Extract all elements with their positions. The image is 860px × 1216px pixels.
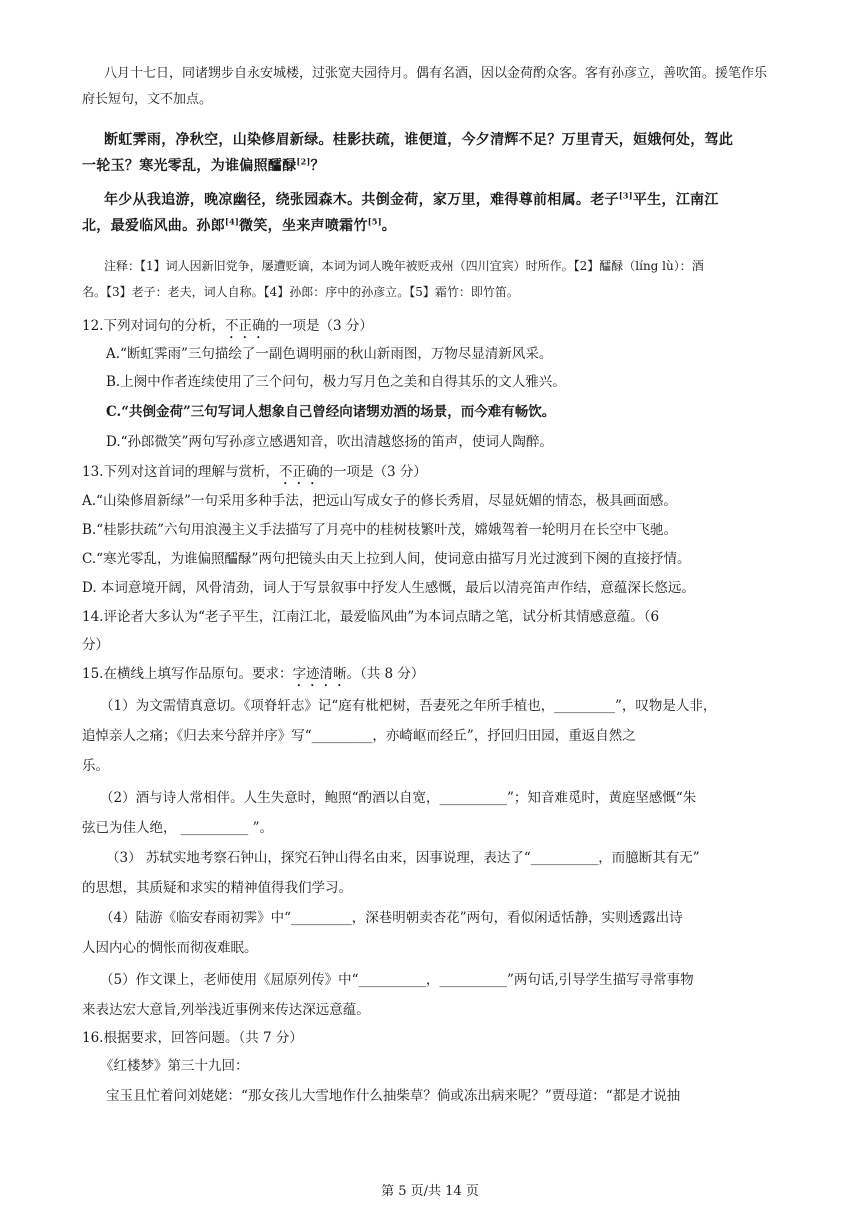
question-13-option-a: A.“山染修眉新绿”一句采用多种手法，把远山写成女子的修长秀眉，尽显妩媚的情态，极具画面感。 — [82, 493, 677, 509]
notes-line-1: 注释：【1】词人因新旧党争，屡遭贬谪，本词为词人晚年被贬戎州（四川宜宾）时所作。【2】醽醁（líng lù）：酒 — [104, 259, 704, 273]
question-14-line-1: 14.评论者大多认为“老子平生，江南江北，最爱临风曲”为本词点睛之笔，试分析其情感意蕴。（6 — [82, 609, 660, 625]
question-12-stem: 12.下列对词句的分析，不正确的一项是（3 分） — [82, 318, 373, 334]
notes-line-2: 名。【3】老子：老夫，词人自称。【4】孙郎：序中的孙彦立。【5】霜竹：即竹笛。 — [82, 285, 519, 299]
question-12-option-b: B.上阕中作者连续使用了三个问句，极力写月色之美和自得其乐的文人雅兴。 — [106, 374, 566, 390]
question-12-option-a: A.“断虹霁雨”三句描绘了一副色调明丽的秋山新雨图，万物尽显清新风采。 — [106, 346, 553, 362]
poem-stanza1-line2: 一轮玉？寒光零乱，为谁偏照醽醁[2]？ — [82, 156, 325, 174]
note-ref-5: [5] — [367, 216, 382, 227]
question-15-item-2-line-1: （2）酒与诗人常相伴。人生失意时，鲍照“酌酒以自宽，__________”；知音难觅时，黄庭坚感慨“朱 — [100, 790, 697, 806]
question-16-excerpt: 宝玉且忙着问刘姥姥：“那女孩儿大雪地作什么抽柴草？倘或冻出病来呢？”贾母道：“都是才说抽 — [106, 1088, 681, 1104]
question-15-item-5-line-1: （5）作文课上，老师使用《屈原列传》中“__________，__________”两句话,引导学生描写寻常事物 — [100, 972, 694, 988]
note-ref-2: [2] — [296, 156, 311, 167]
emphasis-not-correct: 不正确 — [278, 464, 320, 480]
question-14-line-2: 分） — [82, 637, 109, 653]
emphasis-not-correct: 不正确 — [224, 318, 266, 334]
poem-stanza2-line1: 年少从我追游，晚凉幽径，绕张园森木。共倒金荷，家万里，难得尊前相属。老子[3]平生，江南江 — [104, 190, 719, 208]
emphasis-clear-handwriting: 字迹清晰 — [292, 666, 347, 682]
question-16-source: 《红楼梦》第三十九回： — [100, 1058, 249, 1074]
question-15-item-1-line-2: 追悼亲人之痛；《归去来兮辞并序》写“_________，亦崎岖而经丘”，抒回归田园，重返自然之 — [82, 728, 636, 744]
page-number: 第 5 页/共 14 页 — [381, 1184, 479, 1199]
preface-line-1: 八月十七日，同诸甥步自永安城楼，过张宽夫园待月。偶有名酒，因以金荷酌众客。客有孙彦立，善吹笛。援笔作乐 — [104, 66, 768, 81]
note-ref-4: [4] — [225, 216, 240, 227]
question-13-stem: 13.下列对这首词的理解与赏析，不正确的一项是（3 分） — [82, 464, 427, 480]
question-15-item-1-line-3: 乐。 — [82, 758, 109, 774]
question-13-option-c: C.“寒光零乱，为谁偏照醽醁”两句把镜头由天上拉到人间，使词意由描写月光过渡到下阕的直接抒情。 — [82, 551, 691, 567]
question-13-option-b: B.“桂影扶疏”六句用浪漫主义手法描写了月亮中的桂树枝繁叶茂，嫦娥驾着一轮明月在长空中飞驰。 — [82, 522, 678, 538]
question-12-option-d: D.“孙郎微笑”两句写孙彦立感遇知音，吹出清越悠扬的笛声，使词人陶醉。 — [106, 434, 553, 450]
question-15-item-1-line-1: （1）为文需情真意切。《项脊轩志》记“庭有枇杷树，吾妻死之年所手植也，_________”，叹物是人非， — [100, 698, 717, 714]
question-15-item-4-line-2: 人因内心的惆怅而彻夜难眠。 — [82, 940, 258, 956]
question-15-item-2-line-2: 弦已为佳人绝， __________ ”。 — [82, 820, 273, 836]
question-15-item-4-line-1: （4）陆游《临安春雨初霁》中“_________，深巷明朝卖杏花”两句，看似闲适恬静，实则透露出诗 — [100, 910, 683, 926]
preface-line-2: 府长短句，文不加点。 — [82, 92, 213, 107]
question-15-stem: 15.在横线上填写作品原句。要求：字迹清晰。（共 8 分） — [82, 666, 425, 682]
poem-stanza2-line2: 北，最爱临风曲。孙郎[4]微笑，坐来声喷霜竹[5]。 — [82, 216, 397, 234]
question-15-item-3-line-1: （3） 苏轼实地考察石钟山，探究石钟山得名由来，因事说理，表达了“__________，而臆断其有无” — [106, 850, 700, 866]
question-15-item-3-line-2: 的思想，其质疑和求实的精神值得我们学习。 — [82, 880, 352, 896]
question-15-item-5-line-2: 来表达宏大意旨,列举浅近事例来传达深远意蕴。 — [82, 1002, 370, 1018]
question-13-option-d: D. 本词意境开阔，风骨清劲，词人于写景叙事中抒发人生感慨，最后以清亮笛声作结，意蕴深长悠远。 — [82, 580, 695, 596]
note-ref-3: [3] — [618, 190, 633, 201]
poem-stanza1-line1: 断虹霁雨，净秋空，山染修眉新绿。桂影扶疏，谁便道，今夕清辉不足？万里青天，姮娥何处，驾此 — [104, 132, 734, 148]
question-16-stem: 16.根据要求，回答问题。（共 7 分） — [82, 1030, 303, 1046]
question-12-option-c: C.“共倒金荷”三句写词人想象自己曾经向诸甥劝酒的场景，而今难有畅饮。 — [106, 404, 556, 420]
